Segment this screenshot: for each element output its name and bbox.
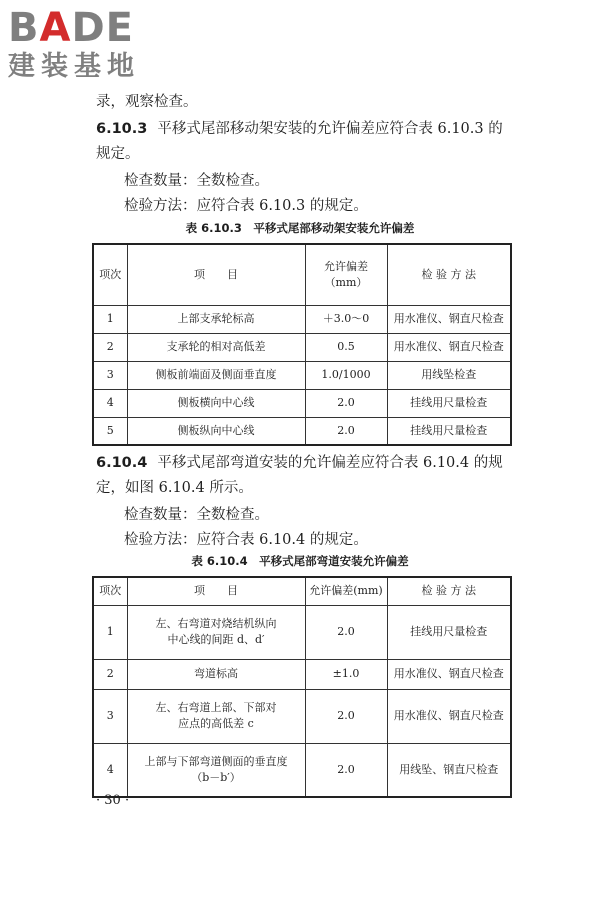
header-method: 检 验 方 法 [387, 577, 511, 605]
check-quantity: 检查数量：全数检查。 [124, 507, 269, 523]
cell-no: 5 [93, 417, 127, 445]
tolerance-table-6-10-4 [92, 576, 512, 798]
cell-tolerance: 2.0 [305, 689, 387, 743]
clause-text-cont: 定，如图 6.10.4 所示。 [96, 480, 253, 496]
cell-item: 上部与下部弯道侧面的垂直度 （b－b′） [127, 743, 305, 797]
cell-no: 1 [93, 605, 127, 659]
cell-method: 挂线用尺量检查 [387, 389, 511, 417]
cell-item: 侧板前端面及侧面垂直度 [127, 361, 305, 389]
table-header-row [93, 244, 511, 305]
header-tolerance: 允许偏差 （mm） [305, 244, 387, 305]
clause-number: 6.10.3 [96, 121, 148, 137]
bade-logo [8, 6, 176, 84]
cell-item: 弯道标高 [127, 659, 305, 689]
header-tolerance: 允许偏差(mm) [305, 577, 387, 605]
table-row [93, 743, 511, 797]
cell-item: 左、右弯道上部、下部对 应点的高低差 c [127, 689, 305, 743]
cell-method: 挂线用尺量检查 [387, 417, 511, 445]
check-quantity: 检查数量：全数检查。 [124, 173, 269, 189]
table-header-row [93, 577, 511, 605]
cell-method: 用水准仪、钢直尺检查 [387, 659, 511, 689]
clause-6-10-4 [96, 453, 503, 473]
header-no: 项次 [93, 244, 127, 305]
cell-tolerance: 2.0 [305, 605, 387, 659]
header-no: 项次 [93, 577, 127, 605]
cell-item: 支承轮的相对高低差 [127, 333, 305, 361]
cell-no: 3 [93, 689, 127, 743]
cell-tolerance: 1.0/1000 [305, 361, 387, 389]
table-caption: 表 6.10.4 平移式尾部弯道安装允许偏差 [191, 554, 409, 568]
table-row [93, 389, 511, 417]
cell-tolerance: ＋3.0～0 [305, 305, 387, 333]
check-method: 检验方法：应符合表 6.10.4 的规定。 [124, 532, 368, 548]
table-row [93, 659, 511, 689]
cell-item: 上部支承轮标高 [127, 305, 305, 333]
cell-no: 4 [93, 389, 127, 417]
cell-no: 2 [93, 333, 127, 361]
cell-method: 挂线用尺量检查 [387, 605, 511, 659]
intro-line: 录，观察检查。 [96, 94, 198, 110]
table-row [93, 605, 511, 659]
table-row [93, 361, 511, 389]
table-row [93, 333, 511, 361]
clause-text: 平移式尾部移动架安装的允许偏差应符合表 6.10.3 的 [157, 121, 503, 137]
cell-item: 侧板纵向中心线 [127, 417, 305, 445]
clause-number: 6.10.4 [96, 455, 148, 471]
tolerance-table-6-10-3 [92, 243, 512, 446]
clause-text: 平移式尾部弯道安装的允许偏差应符合表 6.10.4 的规 [157, 455, 503, 471]
cell-item: 左、右弯道对烧结机纵向 中心线的间距 d、d′ [127, 605, 305, 659]
cell-no: 3 [93, 361, 127, 389]
header-item: 项 目 [127, 577, 305, 605]
cell-item: 侧板横向中心线 [127, 389, 305, 417]
table-row [93, 689, 511, 743]
cell-method: 用水准仪、钢直尺检查 [387, 689, 511, 743]
table-caption: 表 6.10.3 平移式尾部移动架安装允许偏差 [185, 221, 415, 235]
logo-text-bade: BADE [8, 5, 134, 51]
cell-no: 4 [93, 743, 127, 797]
header-method: 检 验 方 法 [387, 244, 511, 305]
header-item: 项 目 [127, 244, 305, 305]
cell-no: 2 [93, 659, 127, 689]
table-row [93, 417, 511, 445]
cell-method: 用线坠检查 [387, 361, 511, 389]
clause-text-cont: 规定。 [96, 146, 140, 162]
cell-method: 用水准仪、钢直尺检查 [387, 305, 511, 333]
table-row [93, 305, 511, 333]
check-method: 检验方法：应符合表 6.10.3 的规定。 [124, 198, 368, 214]
logo-text-cn: 建装基地 [8, 51, 140, 82]
cell-tolerance: 2.0 [305, 743, 387, 797]
clause-6-10-3 [96, 119, 503, 139]
cell-method: 用水准仪、钢直尺检查 [387, 333, 511, 361]
cell-tolerance: 0.5 [305, 333, 387, 361]
cell-method: 用线坠、钢直尺检查 [387, 743, 511, 797]
page-number: · 30 · [96, 793, 130, 808]
cell-tolerance: 2.0 [305, 389, 387, 417]
cell-tolerance: 2.0 [305, 417, 387, 445]
cell-tolerance: ±1.0 [305, 659, 387, 689]
cell-no: 1 [93, 305, 127, 333]
